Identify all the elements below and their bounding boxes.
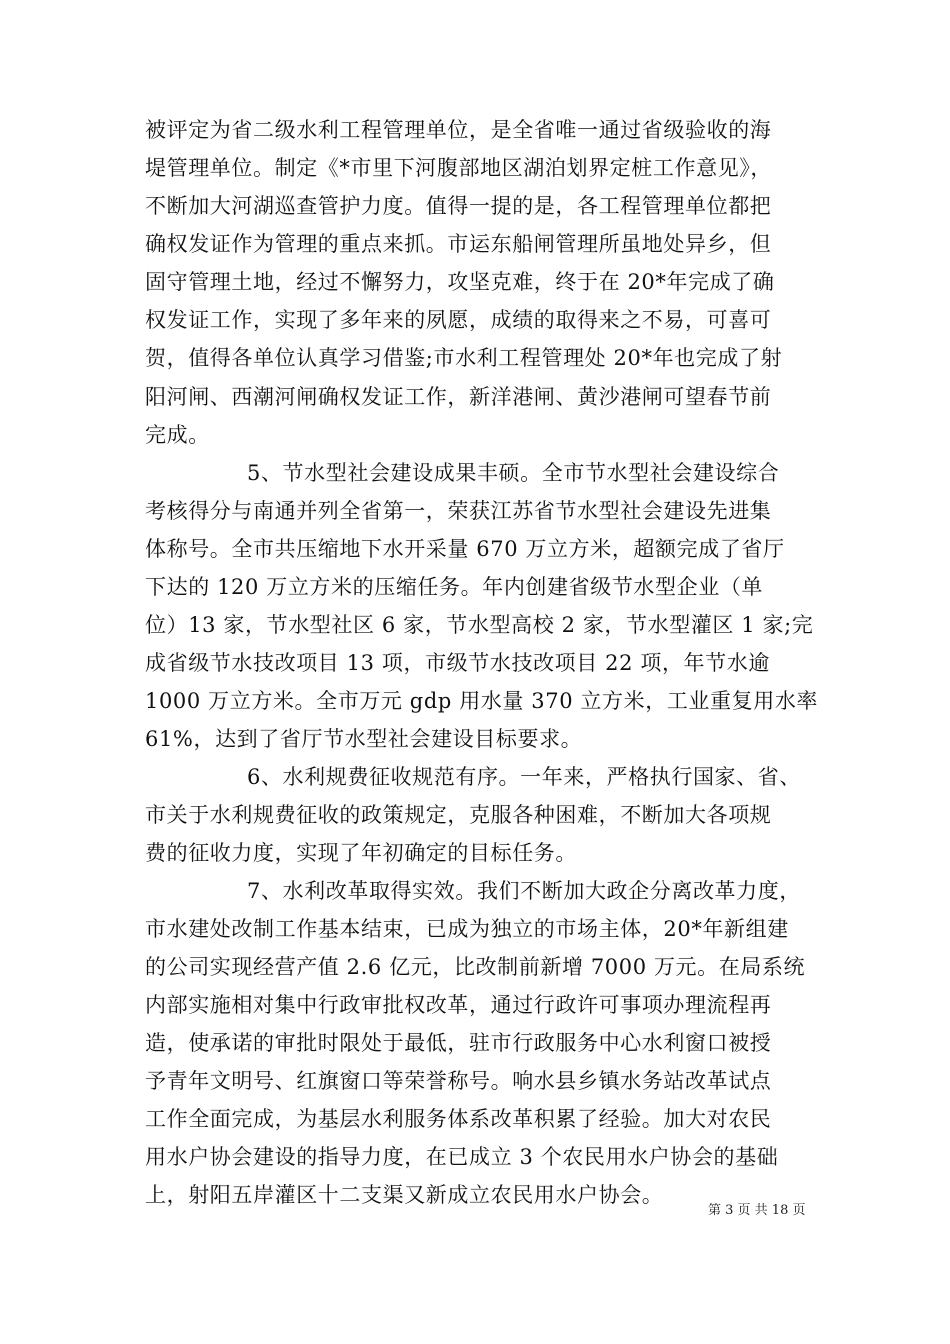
paragraph-line: 完成。 [145, 423, 210, 447]
paragraph-line: 下达的 120 万立方米的压缩任务。年内创建省级节水型企业（单 [145, 575, 764, 599]
paragraph-line: 费的征收力度，实现了年初确定的目标任务。 [145, 841, 577, 865]
paragraph-line: 造，使承诺的审批时限处于最低，驻市行政服务中心水利窗口被授 [145, 1031, 772, 1055]
paragraph-line: 予青年文明号、红旗窗口等荣誉称号。响水县乡镇水务站改革试点 [145, 1069, 772, 1093]
paragraph-line: 成省级节水技改项目 13 项，市级节水技改项目 22 项，年节水逾 [145, 651, 770, 675]
page-number-footer: 第 3 页 共 18 页 [708, 1203, 806, 1218]
paragraph-line: 体称号。全市共压缩地下水开采量 670 万立方米，超额完成了省厅 [145, 537, 785, 561]
paragraph-line: 1000 万立方米。全市万元 gdp 用水量 370 立方米，工业重复用水率 [145, 689, 819, 713]
paragraph-line: 61%，达到了省厅节水型社会建设目标要求。 [145, 727, 583, 751]
paragraph-line: 确权发证作为管理的重点来抓。市运东船闸管理所虽地处异乡，但 [145, 232, 772, 256]
section-heading-line: 5、节水型社会建设成果丰硕。全市节水型社会建设综合 [247, 461, 780, 485]
paragraph-line: 工作全面完成，为基层水利服务体系改革积累了经验。加大对农民 [145, 1107, 772, 1131]
paragraph-line: 权发证工作，实现了多年来的夙愿，成绩的取得来之不易，可喜可 [145, 308, 772, 332]
paragraph-line: 固守管理土地，经过不懈努力，攻坚克难，终于在 20*年完成了确 [145, 270, 775, 294]
section-heading-line: 6、水利规费征收规范有序。一年来，严格执行国家、省、 [247, 765, 801, 789]
paragraph-line: 堤管理单位。制定《*市里下河腹部地区湖泊划界定桩工作意见》， [145, 156, 772, 180]
paragraph-line: 不断加大河湖巡查管护力度。值得一提的是，各工程管理单位都把 [145, 194, 772, 218]
paragraph-line: 用水户协会建设的指导力度，在已成立 3 个农民用水户协会的基础 [145, 1145, 779, 1169]
paragraph-line: 位）13 家，节水型社区 6 家，节水型高校 2 家，节水型灌区 1 家;完 [145, 613, 814, 637]
paragraph-line: 的公司实现经营产值 2.6 亿元，比改制前新增 7000 万元。在局系统 [145, 955, 806, 979]
paragraph-line: 内部实施相对集中行政审批权改革，通过行政许可事项办理流程再 [145, 993, 772, 1017]
paragraph-line: 考核得分与南通并列全省第一，荣获江苏省节水型社会建设先进集 [145, 499, 772, 523]
paragraph-line: 市关于水利规费征收的政策规定，克服各种困难，不断加大各项规 [145, 803, 772, 827]
section-heading-line: 7、水利改革取得实效。我们不断加大政企分离改革力度， [247, 879, 801, 903]
paragraph-line: 被评定为省二级水利工程管理单位，是全省唯一通过省级验收的海 [145, 118, 772, 142]
paragraph-line: 上，射阳五岸灌区十二支渠又新成立农民用水户协会。 [145, 1183, 664, 1207]
paragraph-line: 贺，值得各单位认真学习借鉴;市水利工程管理处 20*年也完成了射 [145, 346, 783, 370]
paragraph-line: 市水建处改制工作基本结束，已成为独立的市场主体，20*年新组建 [145, 917, 789, 941]
paragraph-line: 阳河闸、西潮河闸确权发证工作，新洋港闸、黄沙港闸可望春节前 [145, 385, 772, 409]
